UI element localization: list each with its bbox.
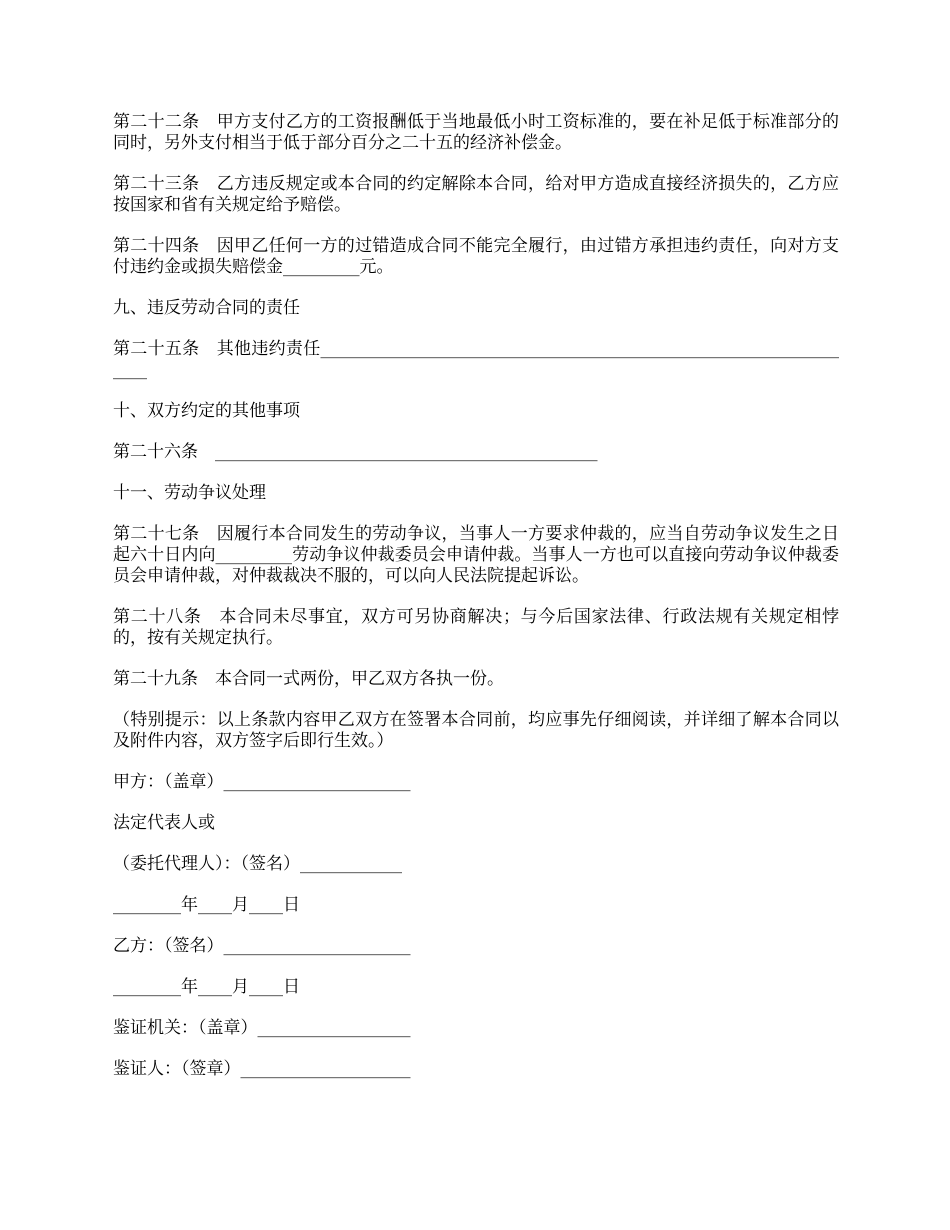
section-heading-9: 九、违反劳动合同的责任 <box>113 298 300 318</box>
article-23: 第二十三条 乙方违反规定或本合同的约定解除本合同，给对甲方造成直接经济损失的，乙方应按国家和省有关规定给予赔偿。 <box>113 174 839 215</box>
party-a-seal-line: 甲方：（盖章）______________________ <box>113 772 411 792</box>
attestor-seal-line: 鉴证人：（签章）____________________ <box>113 1059 411 1079</box>
attestation-agency-seal-line: 鉴证机关：（盖章）__________________ <box>113 1018 411 1038</box>
article-27: 第二十七条 因履行本合同发生的劳动争议，当事人一方要求仲裁的，应当自劳动争议发生之日起六十日内向_________劳动争议仲裁委员会申请仲裁。当事人一方也可以直接向劳动争议仲裁委员会申请仲裁，对仲裁裁决不服的，可以向人民法院提起诉讼。 <box>113 524 839 586</box>
authorized-agent-signature-line: （委托代理人）：（签名）____________ <box>113 854 402 874</box>
article-28: 第二十八条 本合同未尽事宜，双方可另协商解决；与今后国家法律、行政法规有关规定相悖的，按有关规定执行。 <box>113 607 839 648</box>
section-heading-10: 十、双方约定的其他事项 <box>113 401 300 421</box>
party-a-date-line: ________年____月____日 <box>113 895 300 915</box>
party-b-date-line: ________年____月____日 <box>113 977 300 997</box>
article-22: 第二十二条 甲方支付乙方的工资报酬低于当地最低小时工资标准的，要在补足低于标准部分的同时，另外支付相当于低于部分百分之二十五的经济补偿金。 <box>113 112 839 153</box>
article-26: 第二十六条 _____________________________________________ <box>113 442 598 462</box>
article-25: 第二十五条 其他违约责任_________________________________________________________________ <box>113 339 839 380</box>
legal-representative-label: 法定代表人或 <box>113 813 215 833</box>
article-24: 第二十四条 因甲乙任何一方的过错造成合同不能完全履行，由过错方承担违约责任，向对方支付违约金或损失赔偿金_________元。 <box>113 236 839 277</box>
article-29: 第二十九条 本合同一式两份，甲乙双方各执一份。 <box>113 669 504 689</box>
special-notice: （特别提示：以上条款内容甲乙双方在签署本合同前，均应事先仔细阅读，并详细了解本合同以及附件内容，双方签字后即行生效。） <box>113 710 839 751</box>
party-b-signature-line: 乙方：（签名）______________________ <box>113 936 411 956</box>
section-heading-11: 十一、劳动争议处理 <box>113 483 266 503</box>
document-body <box>113 112 839 1100</box>
